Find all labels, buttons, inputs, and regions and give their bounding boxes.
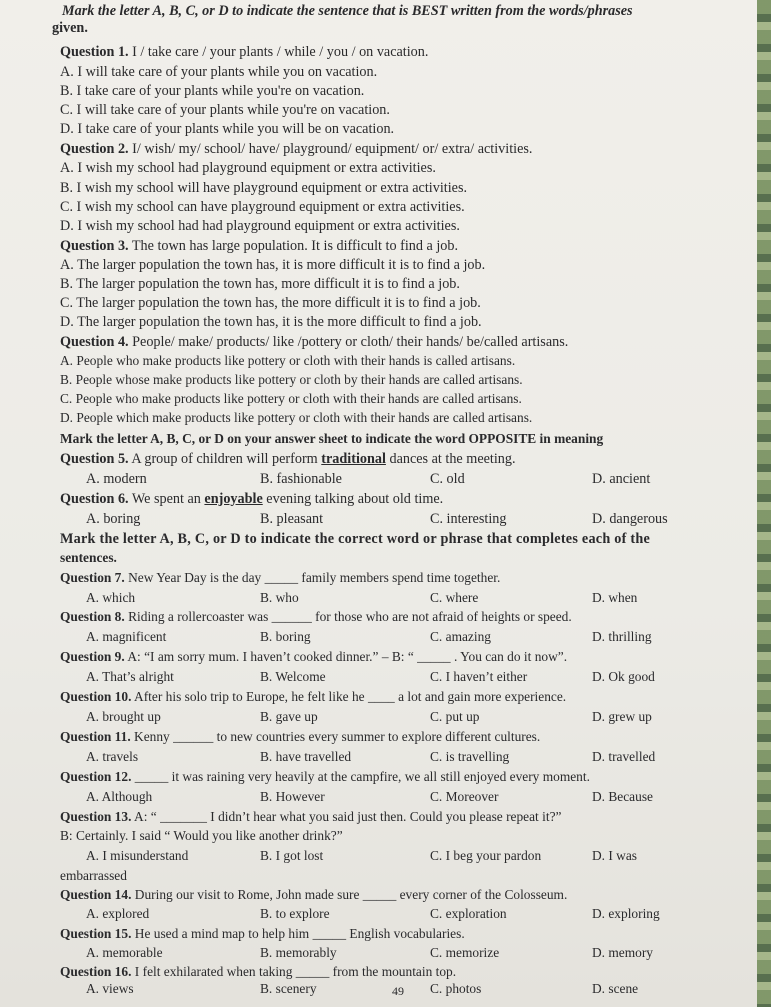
q6-stem-pre: We spent an: [131, 491, 201, 507]
intro-line-1: Mark the letter A, B, C, or D to indicate the sentence that is BEST written from the words/phrases: [62, 3, 633, 19]
q4-label: Question 4.: [60, 334, 129, 350]
q1-label: Question 1.: [60, 44, 129, 60]
q11-option-b: B. have travelled: [260, 749, 352, 764]
q4-option-a: A. People who make products like pottery or cloth with their hands is called artisans.: [60, 353, 516, 368]
q5-option-a: A. modern: [86, 471, 147, 487]
q2-option-a: A. I wish my school had playground equipment or extra activities.: [60, 160, 436, 176]
q6-keyword: enjoyable: [204, 491, 263, 507]
q10-option-c: C. put up: [430, 709, 480, 724]
q13-stem-line: [60, 809, 561, 825]
q15-option-b: B. memorably: [260, 945, 337, 960]
q10-option-d: D. grew up: [592, 709, 652, 724]
q1-stem: I / take care / your plants / while / you / on vacation.: [132, 44, 429, 60]
q6-option-d: D. dangerous: [592, 511, 668, 527]
background-edge: [757, 0, 771, 1007]
q16-label: Question 16.: [60, 964, 132, 979]
q5-stem-pre: A group of children will perform: [131, 451, 318, 467]
q15-stem: He used a mind map to help him _____ English vocabularies.: [134, 926, 465, 941]
q5-stem-post: dances at the meeting.: [389, 451, 516, 467]
q9-option-b: B. Welcome: [260, 669, 326, 684]
q4-option-b: B. People whose make products like pottery or cloth by their hands are called artisans.: [60, 372, 523, 387]
q6-option-a: A. boring: [86, 511, 141, 527]
q2-option-d: D. I wish my school had had playground equipment or extra activities.: [60, 218, 460, 234]
q14-stem-line: [60, 887, 567, 903]
q2-stem-line: [60, 141, 532, 157]
q3-label: Question 3.: [60, 238, 129, 254]
section-complete-heading-2: sentences.: [60, 550, 117, 565]
q3-stem-line: [60, 238, 458, 254]
intro-line-2: given.: [52, 20, 88, 36]
q9-stem: A: “I am sorry mum. I haven’t cooked dinner.” – B: “ _____ . You can do it now”.: [127, 649, 568, 664]
q5-option-b: B. fashionable: [260, 471, 342, 487]
q14-stem: During our visit to Rome, John made sure _____ every corner of the Colosseum.: [134, 887, 568, 902]
q3-stem: The town has large population. It is difficult to find a job.: [131, 238, 459, 254]
q13-option-c: C. I beg your pardon: [430, 848, 542, 863]
q1-option-b: B. I take care of your plants while you're on vacation.: [60, 83, 365, 99]
q13-stem: A: “ _______ I didn’t hear what you said just then. Could you please repeat it?”: [134, 809, 562, 824]
q14-option-d: D. exploring: [592, 906, 660, 921]
q13-label: Question 13.: [60, 809, 132, 824]
q9-option-c: C. I haven’t either: [430, 669, 528, 684]
q9-stem-line: [60, 649, 567, 665]
q5-option-d: D. ancient: [592, 471, 651, 487]
q12-stem-line: [60, 769, 590, 785]
q11-option-d: D. travelled: [592, 749, 656, 764]
q11-label: Question 11.: [60, 729, 131, 744]
q16-option-a: A. views: [86, 981, 134, 996]
q13-option-a: A. I misunderstand: [86, 848, 189, 863]
q9-option-a: A. That’s alright: [86, 669, 174, 684]
q5-keyword: traditional: [321, 451, 386, 467]
q7-stem: New Year Day is the day _____ family members spend time together.: [128, 570, 501, 585]
q6-stem-line: [60, 491, 443, 507]
q12-label: Question 12.: [60, 769, 132, 784]
q10-stem: After his solo trip to Europe, he felt like he ____ a lot and gain more experience.: [134, 689, 567, 704]
q2-option-c: C. I wish my school can have playground equipment or extra activities.: [60, 199, 465, 215]
section-complete-heading-1: Mark the letter A, B, C, or D to indicate the correct word or phrase that completes each of the: [60, 531, 651, 547]
q3-option-b: B. The larger population the town has, more difficult it is to find a job.: [60, 276, 460, 292]
q9-option-d: D. Ok good: [592, 669, 655, 684]
q16-option-b: B. scenery: [260, 981, 317, 996]
q3-option-d: D. The larger population the town has, it is the more difficult to find a job.: [60, 314, 482, 330]
q1-stem-line: [60, 44, 428, 60]
q7-option-c: C. where: [430, 590, 479, 605]
q15-option-c: C. memorize: [430, 945, 500, 960]
q4-option-c: C. People who make products like pottery or cloth with their hands are called artisans.: [60, 391, 522, 406]
q12-option-b: B. However: [260, 789, 325, 804]
q7-option-b: B. who: [260, 590, 299, 605]
q11-option-a: A. travels: [86, 749, 139, 764]
q2-stem: I/ wish/ my/ school/ have/ playground/ equipment/ or/ extra/ activities.: [132, 141, 533, 157]
q14-label: Question 14.: [60, 887, 132, 902]
q8-stem: Riding a rollercoaster was ______ for those who are not afraid of heights or speed.: [128, 609, 572, 624]
q14-option-a: A. explored: [86, 906, 150, 921]
q12-option-a: A. Although: [86, 789, 153, 804]
q7-stem-line: [60, 570, 500, 586]
q6-option-b: B. pleasant: [260, 511, 324, 527]
q8-option-d: D. thrilling: [592, 629, 652, 644]
q16-option-d: D. scene: [592, 981, 639, 996]
q12-stem: _____ it was raining very heavily at the campfire, we all still enjoyed every moment.: [134, 769, 590, 784]
q6-stem-post: evening talking about old time.: [266, 491, 444, 507]
section-opposite-heading: Mark the letter A, B, C, or D on your answer sheet to indicate the word OPPOSITE in meaning: [60, 431, 604, 446]
q10-stem-line: [60, 689, 566, 705]
q11-option-c: C. is travelling: [430, 749, 510, 764]
q10-label: Question 10.: [60, 689, 132, 704]
q5-option-c: C. old: [430, 471, 465, 487]
q3-option-a: A. The larger population the town has, it is more difficult it is to find a job.: [60, 257, 486, 273]
q13-option-b: B. I got lost: [260, 848, 324, 863]
q5-label: Question 5.: [60, 451, 129, 467]
q13-option-d-continued: embarrassed: [60, 868, 127, 883]
q16-stem: I felt exhilarated when taking _____ from the mountain top.: [134, 964, 457, 979]
q15-label: Question 15.: [60, 926, 132, 941]
q7-label: Question 7.: [60, 570, 125, 585]
page-number: 49: [392, 984, 404, 998]
q4-option-d: D. People which make products like pottery or cloth with their hands are called artisans.: [60, 410, 533, 425]
q12-option-d: D. Because: [592, 789, 653, 804]
q11-stem: Kenny ______ to new countries every summer to explore different cultures.: [134, 729, 541, 744]
q4-stem: People/ make/ products/ like /pottery or cloth/ their hands/ be/called artisans.: [132, 334, 569, 350]
q9-label: Question 9.: [60, 649, 125, 664]
q13-reply-line: B: Certainly. I said “ Would you like another drink?”: [60, 828, 343, 843]
q5-stem-line: [60, 451, 516, 467]
q10-option-b: B. gave up: [260, 709, 318, 724]
q14-option-c: C. exploration: [430, 906, 507, 921]
q1-option-d: D. I take care of your plants while you will be on vacation.: [60, 121, 395, 137]
q6-option-c: C. interesting: [430, 511, 507, 527]
q8-option-c: C. amazing: [430, 629, 491, 644]
q8-option-a: A. magnificent: [86, 629, 167, 644]
q15-option-a: A. memorable: [86, 945, 163, 960]
q6-label: Question 6.: [60, 491, 129, 507]
q8-option-b: B. boring: [260, 629, 311, 644]
q14-option-b: B. to explore: [260, 906, 330, 921]
q2-option-b: B. I wish my school will have playground equipment or extra activities.: [60, 180, 468, 196]
q1-option-c: C. I will take care of your plants while you're on vacation.: [60, 102, 390, 118]
q12-option-c: C. Moreover: [430, 789, 499, 804]
q15-option-d: D. memory: [592, 945, 653, 960]
q11-stem-line: [60, 729, 540, 745]
q15-stem-line: [60, 926, 465, 942]
q4-stem-line: [60, 334, 568, 350]
q8-label: Question 8.: [60, 609, 125, 624]
q2-label: Question 2.: [60, 141, 129, 157]
q1-option-a: A. I will take care of your plants while you on vacation.: [60, 64, 378, 80]
q7-option-d: D. when: [592, 590, 638, 605]
q10-option-a: A. brought up: [86, 709, 161, 724]
q8-stem-line: [60, 609, 572, 625]
q3-option-c: C. The larger population the town has, the more difficult it is to find a job.: [60, 295, 481, 311]
q16-stem-line: [60, 964, 456, 980]
q16-option-c: C. photos: [430, 981, 482, 996]
q13-option-d: D. I was: [592, 848, 637, 863]
q7-option-a: A. which: [86, 590, 136, 605]
